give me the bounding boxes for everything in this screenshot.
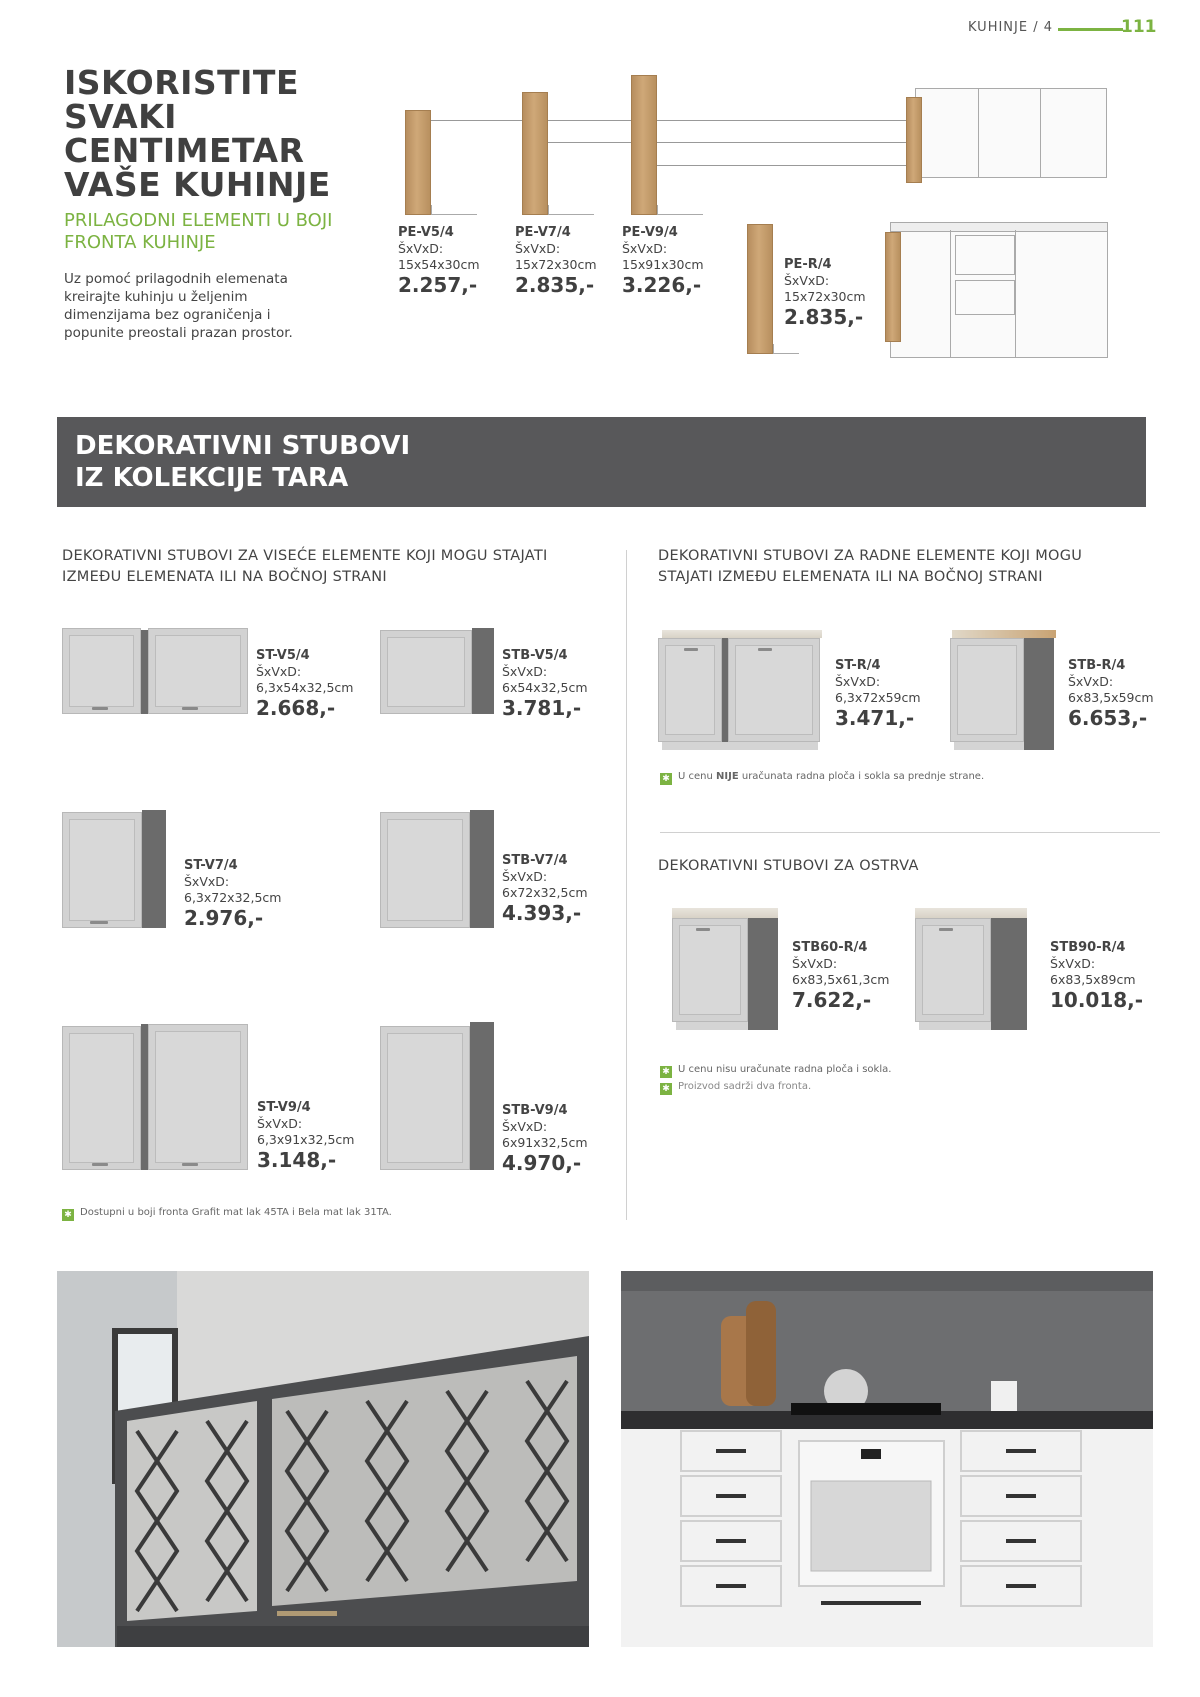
price: 2.257,- (398, 273, 478, 297)
hero-subtitle: PRILAGODNI ELEMENTI U BOJI FRONTA KUHINJE (64, 210, 333, 253)
hero-title: ISKORISTITE SVAKI CENTIMETAR VAŠE KUHINJE (64, 63, 331, 204)
product-code: PE-V5/4 (398, 225, 454, 240)
column-divider (626, 550, 627, 1220)
note-text-bold: NIJE (716, 771, 739, 782)
dimensions: 6,3x72x32,5cm (184, 890, 282, 905)
product-code: STB90-R/4 (1050, 940, 1126, 955)
star-icon: ✱ (660, 1066, 672, 1078)
dimensions: 6,3x72x59cm (835, 690, 921, 705)
dimensions: 6x72x32,5cm (502, 885, 588, 900)
dimension-label: ŠxVxD: (1068, 674, 1114, 689)
left-section-title: DEKORATIVNI STUBOVI ZA VISEĆE ELEMENTE KOJI MOGU STAJATI IZMEĐU ELEMENATA ILI NA BOČNOJ STRANI (62, 548, 548, 585)
product-code: ST-V5/4 (256, 648, 310, 663)
price: 2.835,- (784, 305, 864, 329)
dimension-label: ŠxVxD: (502, 869, 548, 884)
banner-line-2: IZ KOLEKCIJE TARA (75, 463, 349, 493)
island-note-1 (660, 1063, 1160, 1078)
product-stb-v9 (502, 1103, 622, 1175)
island-note-2 (660, 1080, 1160, 1095)
dimensions: 6,3x54x32,5cm (256, 680, 354, 695)
star-icon: ✱ (62, 1209, 74, 1221)
price: 10.018,- (1050, 988, 1144, 1012)
product-code: ST-R/4 (835, 658, 881, 673)
price: 3.471,- (835, 706, 915, 730)
dimension-label: ŠxVxD: (502, 664, 548, 679)
cabinet-stb-r-image (950, 630, 1058, 752)
product-code: PE-R/4 (784, 257, 832, 272)
cabinet-st-v7-image (62, 810, 174, 930)
cabinet-st-v9-image (62, 1022, 250, 1172)
product-pe-r (784, 257, 894, 329)
product-pe-v9 (622, 225, 732, 297)
note-text: Proizvod sadrži dva fronta. (678, 1081, 812, 1092)
left-section-note (62, 1206, 562, 1221)
note-text: Dostupni u boji fronta Grafit mat lak 45TA i Bela mat lak 31TA. (80, 1207, 392, 1218)
dimension-label: ŠxVxD: (257, 1116, 303, 1131)
dimensions: 6x54x32,5cm (502, 680, 588, 695)
dimension-label: ŠxVxD: (256, 664, 302, 679)
product-code: ST-V9/4 (257, 1100, 311, 1115)
product-code: PE-V9/4 (622, 225, 678, 240)
product-pe-v7 (515, 225, 625, 297)
product-stb-r (1068, 658, 1178, 730)
product-stb-v7 (502, 853, 622, 925)
dimension-label: ŠxVxD: (515, 241, 561, 256)
dimensions: 15x91x30cm (622, 257, 704, 272)
dimension-label: ŠxVxD: (184, 874, 230, 889)
product-st-v9 (257, 1100, 387, 1172)
price: 4.393,- (502, 901, 582, 925)
dimensions: 15x54x30cm (398, 257, 480, 272)
section-divider (660, 832, 1160, 833)
product-code: STB-R/4 (1068, 658, 1126, 673)
panel-illustration (395, 60, 1115, 360)
page-number: 111 (1121, 17, 1157, 37)
product-code: STB-V5/4 (502, 648, 568, 663)
header-accent-line (1058, 28, 1123, 31)
price: 4.970,- (502, 1151, 582, 1175)
star-icon: ✱ (660, 1083, 672, 1095)
dimensions: 15x72x30cm (784, 289, 866, 304)
cabinet-st-r-image (658, 630, 823, 752)
price: 6.653,- (1068, 706, 1148, 730)
dimension-label: ŠxVxD: (1050, 956, 1096, 971)
right-section-note (660, 770, 1160, 785)
dimension-label: ŠxVxD: (835, 674, 881, 689)
dimensions: 6x83,5x89cm (1050, 972, 1136, 987)
dimension-label: ŠxVxD: (398, 241, 444, 256)
dimension-label: ŠxVxD: (622, 241, 668, 256)
price: 7.622,- (792, 988, 872, 1012)
price: 3.781,- (502, 696, 582, 720)
price: 2.976,- (184, 906, 264, 930)
product-st-r (835, 658, 955, 730)
right-section-title: DEKORATIVNI STUBOVI ZA RADNE ELEMENTE KOJI MOGU STAJATI IZMEĐU ELEMENATA ILI NA BOČNOJ STRANI (658, 548, 1083, 585)
price: 2.835,- (515, 273, 595, 297)
cabinet-stb60-r-image (672, 908, 780, 1033)
price: 3.148,- (257, 1148, 337, 1172)
kitchen-photo-right (621, 1271, 1153, 1647)
star-icon: ✱ (660, 773, 672, 785)
product-pe-v5 (398, 225, 508, 297)
dimension-label: ŠxVxD: (792, 956, 838, 971)
dimensions: 6,3x91x32,5cm (257, 1132, 355, 1147)
cabinet-stb-v7-image (380, 810, 496, 930)
white-kitchen-illustration (621, 1271, 1153, 1647)
note-text: U cenu nisu uračunate radna ploča i sokla. (678, 1064, 892, 1075)
product-stb60-r (792, 940, 922, 1012)
banner-line-1: DEKORATIVNI STUBOVI (75, 431, 411, 461)
hero-description: Uz pomoć prilagodnih elemenata kreirajte kuhinju u željenim dimenzijama bez ograničenja i popunite preostali prazan prostor. (64, 271, 293, 341)
dimension-label: ŠxVxD: (502, 1119, 548, 1134)
cabinet-st-v5-image (62, 628, 250, 716)
product-code: PE-V7/4 (515, 225, 571, 240)
dimensions: 6x91x32,5cm (502, 1135, 588, 1150)
kitchen-photo-left (57, 1271, 589, 1647)
note-text-pre: U cenu (678, 771, 717, 782)
dimensions: 6x83,5x59cm (1068, 690, 1154, 705)
price: 3.226,- (622, 273, 702, 297)
product-st-v7 (184, 858, 314, 930)
dimension-label: ŠxVxD: (784, 273, 830, 288)
section-label: KUHINJE / 4 (968, 20, 1053, 35)
glass-cabinet-illustration (57, 1271, 589, 1647)
cabinet-stb-v5-image (380, 628, 496, 716)
product-code: ST-V7/4 (184, 858, 238, 873)
product-stb90-r (1050, 940, 1180, 1012)
note-text-post: uračunata radna ploča i sokla sa prednje strane. (738, 771, 985, 782)
product-code: STB-V7/4 (502, 853, 568, 868)
price: 2.668,- (256, 696, 336, 720)
dimensions: 6x83,5x61,3cm (792, 972, 890, 987)
island-section-title: DEKORATIVNI STUBOVI ZA OSTRVA (658, 858, 919, 874)
dimensions: 15x72x30cm (515, 257, 597, 272)
cabinet-stb90-r-image (915, 908, 1030, 1033)
cabinet-stb-v9-image (380, 1022, 496, 1172)
product-st-v5 (256, 648, 386, 720)
product-code: STB-V9/4 (502, 1103, 568, 1118)
product-stb-v5 (502, 648, 622, 720)
product-code: STB60-R/4 (792, 940, 868, 955)
banner-title (75, 430, 675, 494)
